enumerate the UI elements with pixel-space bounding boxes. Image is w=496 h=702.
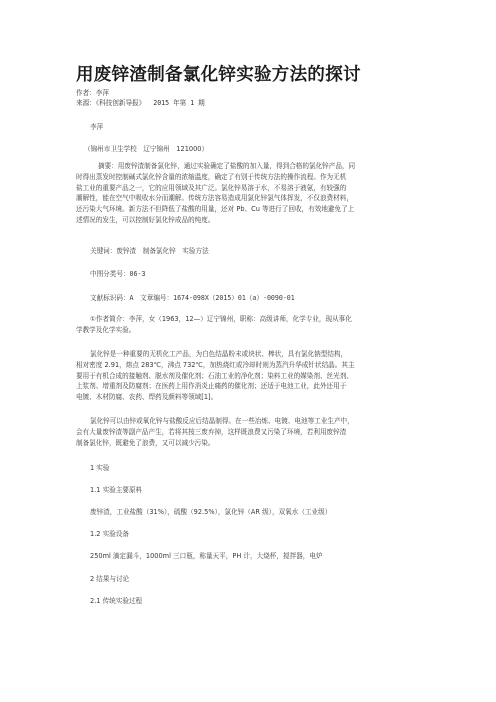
paragraph-1 — [76, 349, 432, 403]
source-label: 来源：《科技创新导报》 — [76, 99, 146, 107]
document-code: 文献标识码：A 文章编号：1674-098X（2015）01（a）-0090-01 — [90, 294, 295, 302]
paragraph-2 — [76, 416, 432, 448]
paragraph-line: 氯化锌可以由锌或氧化锌与盐酸反应后结晶制得。在一些冶炼、电镀、电池等工业生产中， — [90, 417, 354, 425]
abstract-line: 时得出蒸发时控制碱式氯化锌含量的浓缩温度，确定了有别于传统方法的操作流程。作为无机 — [76, 172, 347, 181]
paragraph-line: 制备氯化锌，既避免了浪费，又可以减少污染。 — [76, 438, 215, 447]
article-title: 用废锌渣制备氯化锌实验方法的探讨 — [76, 65, 361, 85]
abstract — [76, 161, 432, 226]
section-heading-1-2: 1.2 实验设备 — [90, 530, 129, 538]
paragraph-line: 要用于有机合成的接触剂、脱水剂及催化剂；石油工业的净化剂；染料工业的媒染剂、丝光剂、 — [76, 371, 353, 380]
author-name: 李萍 — [90, 123, 104, 131]
abstract-line: 盐工业的重要产品之一，它的应用领域及其广泛。氯化锌易溶于水，不易溶于液氨，有较强的 — [76, 183, 347, 192]
paragraph-line: 电镀、木材防腐、农药、焊药及颜料等领域[1]。 — [76, 393, 218, 402]
paragraph-line: 氯化锌是一种重要的无机化工产品，为白色结晶粉末或块状、棒状，具有氯化钠型结构， — [90, 350, 348, 358]
equipment-text: 250ml 滴定漏斗，1000ml 三口瓶，称量天平，PH 计，大烧杯，搅拌器，电炉 — [90, 552, 323, 560]
clc-number: 中图分类号：06-3 — [90, 270, 146, 278]
author-intro — [76, 314, 432, 336]
author-intro-line: 学教学及化学实验。 — [76, 325, 136, 334]
abstract-line: 述情况的发生，可以控制好氯化锌成品的纯度。 — [76, 215, 215, 224]
abstract-line: 还污染大气环境。新方法不但降低了盐酸的用量，还对 Pb、Cu 等进行了回收，有效地避免了上 — [76, 205, 355, 214]
source-issue: 2015 年第 1 期 — [153, 99, 205, 107]
author-intro-line: ①作者简介：李萍，女（1963，12—）辽宁锦州，职称：高级讲师，化学专业，现从事化 — [90, 315, 352, 323]
section-heading-2-1: 2.1 传统实验过程 — [90, 597, 143, 605]
affiliation: （锦州市卫生学校 辽宁锦州 121000） — [84, 145, 209, 153]
abstract-line: 潮解性，能在空气中吸收水分而潮解。传统方法容易造成用氯化锌氯气体挥发，不仅浪费材料， — [76, 194, 353, 203]
source-line — [76, 97, 205, 107]
keywords: 关键词：废锌渣 制备氯化锌 实验方法 — [90, 247, 209, 255]
abstract-line: 摘要：用废锌渣制备氯化锌，通过实验确定了盐酸的加入量，得到合格的氯化锌产品，同 — [98, 162, 356, 170]
materials-text: 废锌渣，工业盐酸（31%），硫酸（92.5%），氯化锌（AR 级），双氧水（工业级） — [90, 508, 332, 516]
section-heading-1: 1 实验 — [90, 464, 110, 472]
paragraph-line: 相对密度 2.91，熔点 283℃，沸点 732℃，加热烧红或冷却时则为蒸汽升华成针状结晶。其主 — [76, 360, 355, 369]
paragraph-line: 上浆剂、增重剂及防腐剂；在医药上用作消炎止痛药的催化剂；还适于电池工业，此外还用于 — [76, 382, 347, 391]
section-heading-1-1: 1.1 实验主要原料 — [90, 486, 143, 494]
author-line: 作者：李萍 — [76, 89, 109, 97]
section-heading-2: 2 结果与讨论 — [90, 575, 130, 583]
paragraph-line: 会有大量废锌渣等副产品产生，若将其按三废弃掉，这样既浪费又污染了环境，若利用废锌渣 — [76, 427, 347, 436]
